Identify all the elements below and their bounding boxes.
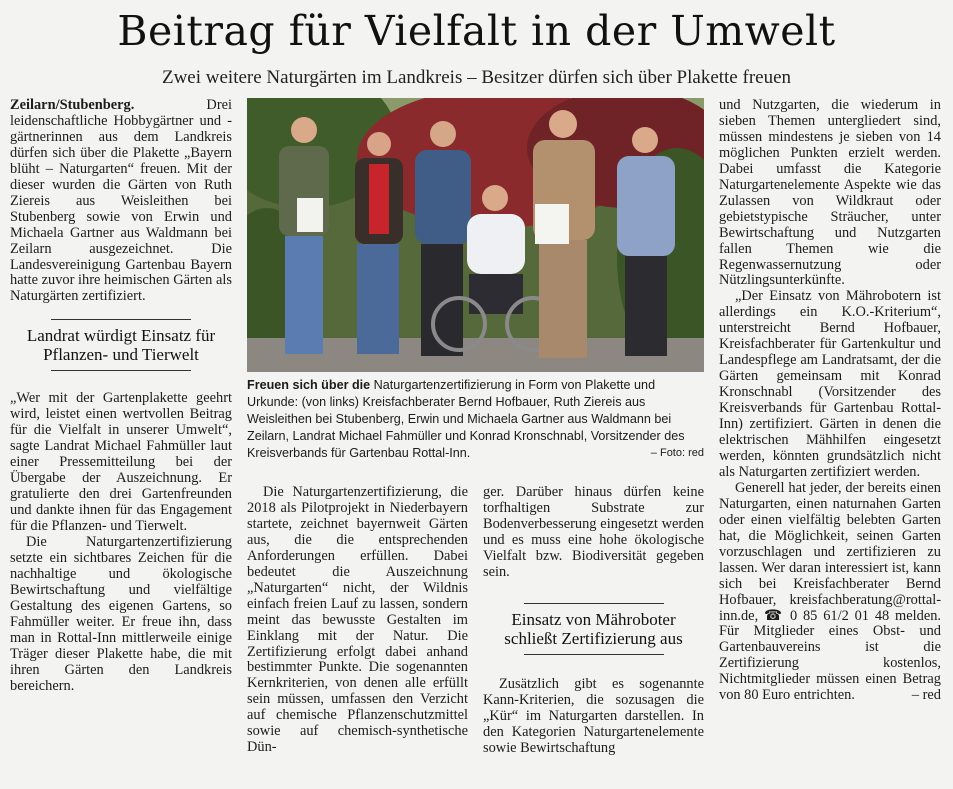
paragraph-9-text: Generell hat jeder, der bereits einen Naturgarten, einen naturnahen Garten oder einen vielfältig belebten Garten hat, die Möglichkeit, seinen Garten vorzuschlagen und zertifizieren zu lassen. Wer daran interessiert ist, kann sich bei Kreisfachberater Bernd Hofbauer, kreisfachberatung@rottal-inn.de, ☎ 0 85 61/2 01 48 melden. Für Mitglieder eines Obst- und Gartenbauvereins ist die Zertifizierung kostenlos, Nichtmitglieder müssen einen Betrag von 80 Euro entrichten. <box>719 479 941 704</box>
caption-lead: Freuen sich über die <box>247 378 371 392</box>
paragraph-2: „Wer mit der Gartenplakette geehrt wird, leistet einen wertvollen Beitrag für die Vielfalt in unserer Umwelt“, sagte Landrat Michael Fahmüller laut einer Pressemitteilung bei der Übergabe der Auszeichnung. Er gratulierte den drei Gartenfreunden und dankte ihnen für das Engagement für die Pflanzen- und Tierwelt. <box>10 390 232 535</box>
paragraph-9 <box>719 481 941 704</box>
headline: Beitrag für Vielfalt in der Umwelt <box>117 7 836 55</box>
article-photo <box>247 98 704 372</box>
paragraph-4: Die Naturgartenzertifizierung, die 2018 als Pilotprojekt in Niederbayern startete, zeichnet bayernweit Gärten aus, die die entsprechenden Anforderungen erfüllen. Dabei bedeutet die Auszeichnung „Naturgarten“ nicht, der Wildnis einfach freien Lauf zu lassen, sondern meint das bewusste Gestalten im Einklang mit der Natur. Die Zertifizierung erfolgt dabei anhand bestimmter Punkte. Die sogenannten Kernkriterien, von denen alle erfüllt sein müssen, umfassen den Verzicht auf chemische Pflanzenschutzmittel sowie auf chemisch-synthetische Dün- <box>247 484 468 756</box>
paragraph-6: Zusätzlich gibt es sogenannte Kann-Kriterien, die sozusagen die „Kür“ im Naturgarten darstellen. In den Kategorien Naturgartenelemente sowie Bewirtschaftung <box>483 675 704 756</box>
paragraph-5: ger. Darüber hinaus dürfen keine torfhaltigen Substrate zur Bodenverbesserung eingesetzt werden und es muss eine hohe ökologische Vielfalt bzw. Biodiversität gegeben sein. <box>483 484 704 580</box>
paragraph-7: und Nutzgarten, die wiederum in sieben Themen untergliedert sind, müssen mindestens je sieben von 14 möglichen Punkten erzielt werden. Dabei umfasst die Kategorie Naturgartenelemente Aspekte wie das Zulassen von Wildkraut oder gebietstypische Sträucher, unter Bewirtschaftung und Nutzgarten fallen Themen wie die Regenwassernutzung oder Nützlingsunterkünfte. <box>719 97 941 289</box>
photo-caption <box>247 377 704 462</box>
divider <box>51 370 191 371</box>
column-2 <box>247 485 468 756</box>
paragraph-3: Die Naturgartenzertifizierung setzte ein sichtbares Zeichen für die nachhaltige und ökologische Bewirtschaftung und vielfältige Gestaltung des eigenen Gartens, so Fahmüller weiter. Er freue ihn, dass man in Rottal-Inn mittlerweile einige Träger dieser Plakette habe, die mit ihren Gärten den Landkreis bereichern. <box>10 533 232 694</box>
intertitle-2-text: Einsatz von Mähroboter schließt Zertifizierung aus <box>504 609 683 648</box>
subheadline: Zwei weitere Naturgärten im Landkreis – Besitzer dürfen sich über Plakette freuen <box>161 67 792 88</box>
group-photo-illustration <box>247 98 704 372</box>
column-3 <box>483 485 704 756</box>
column-4 <box>719 98 941 704</box>
caption-text: Naturgartenzertifizierung in Form von Plakette und Urkunde: (von links) Kreisfachberater Bernd Hofbauer, Ruth Ziereis aus Weisleithen bei Stubenberg, Erwin und Michaela Gartner aus Waldmann bei Zeilarn, Landrat Michael Fahmüller und Konrad Kronschnabl, Vorsitzender des Kreisverbands für Gartenbau Rottal-Inn. <box>247 378 685 460</box>
divider <box>524 654 664 655</box>
paragraph-8: „Der Einsatz von Mährobotern ist allerdings ein K.O.-Kriterium“, unterstreicht Bernd Hofbauer, Kreisfachberater für Gartenkultur und Landespflege am Landratsamt, der die Gärten gemeinsam mit Konrad Kronschnabl (Vorsitzender des Kreisverbands für Gartenbau Rottal-Inn) zertifiziert. Gärten in denen die elektrischen Mähhilfen eingesetzt werden, könnten grundsätzlich nicht als Naturgarten zertifiziert werden. <box>719 288 941 480</box>
paragraph-intro <box>10 98 232 305</box>
column-1 <box>10 98 232 695</box>
photo-credit: – Foto: red <box>650 447 704 459</box>
intertitle-1 <box>10 319 232 371</box>
author-signoff: – red <box>911 687 941 704</box>
intertitle-2 <box>483 603 704 655</box>
dateline: Zeilarn/Stubenberg. <box>10 97 135 113</box>
paragraph-1-text: Drei leidenschaftliche Hobbygärtner und -gärtnerinnen aus dem Landkreis dürfen sich über die Plakette „Bayern blüht – Naturgarten“ freuen. Mit der dieser wurden die Gärten von Ruth Ziereis aus Weisleithen bei Stubenberg sowie von Erwin und Michaela Gartner aus Waldmann bei Zeilarn ausgezeichnet. Die Landesvereinigung Gartenbau Bayern hatte zuvor ihre heimischen Gärten als Naturgärten zertifiziert. <box>10 97 232 305</box>
intertitle-1-text: Landrat würdigt Einsatz für Pflanzen- und Tierwelt <box>26 326 216 365</box>
